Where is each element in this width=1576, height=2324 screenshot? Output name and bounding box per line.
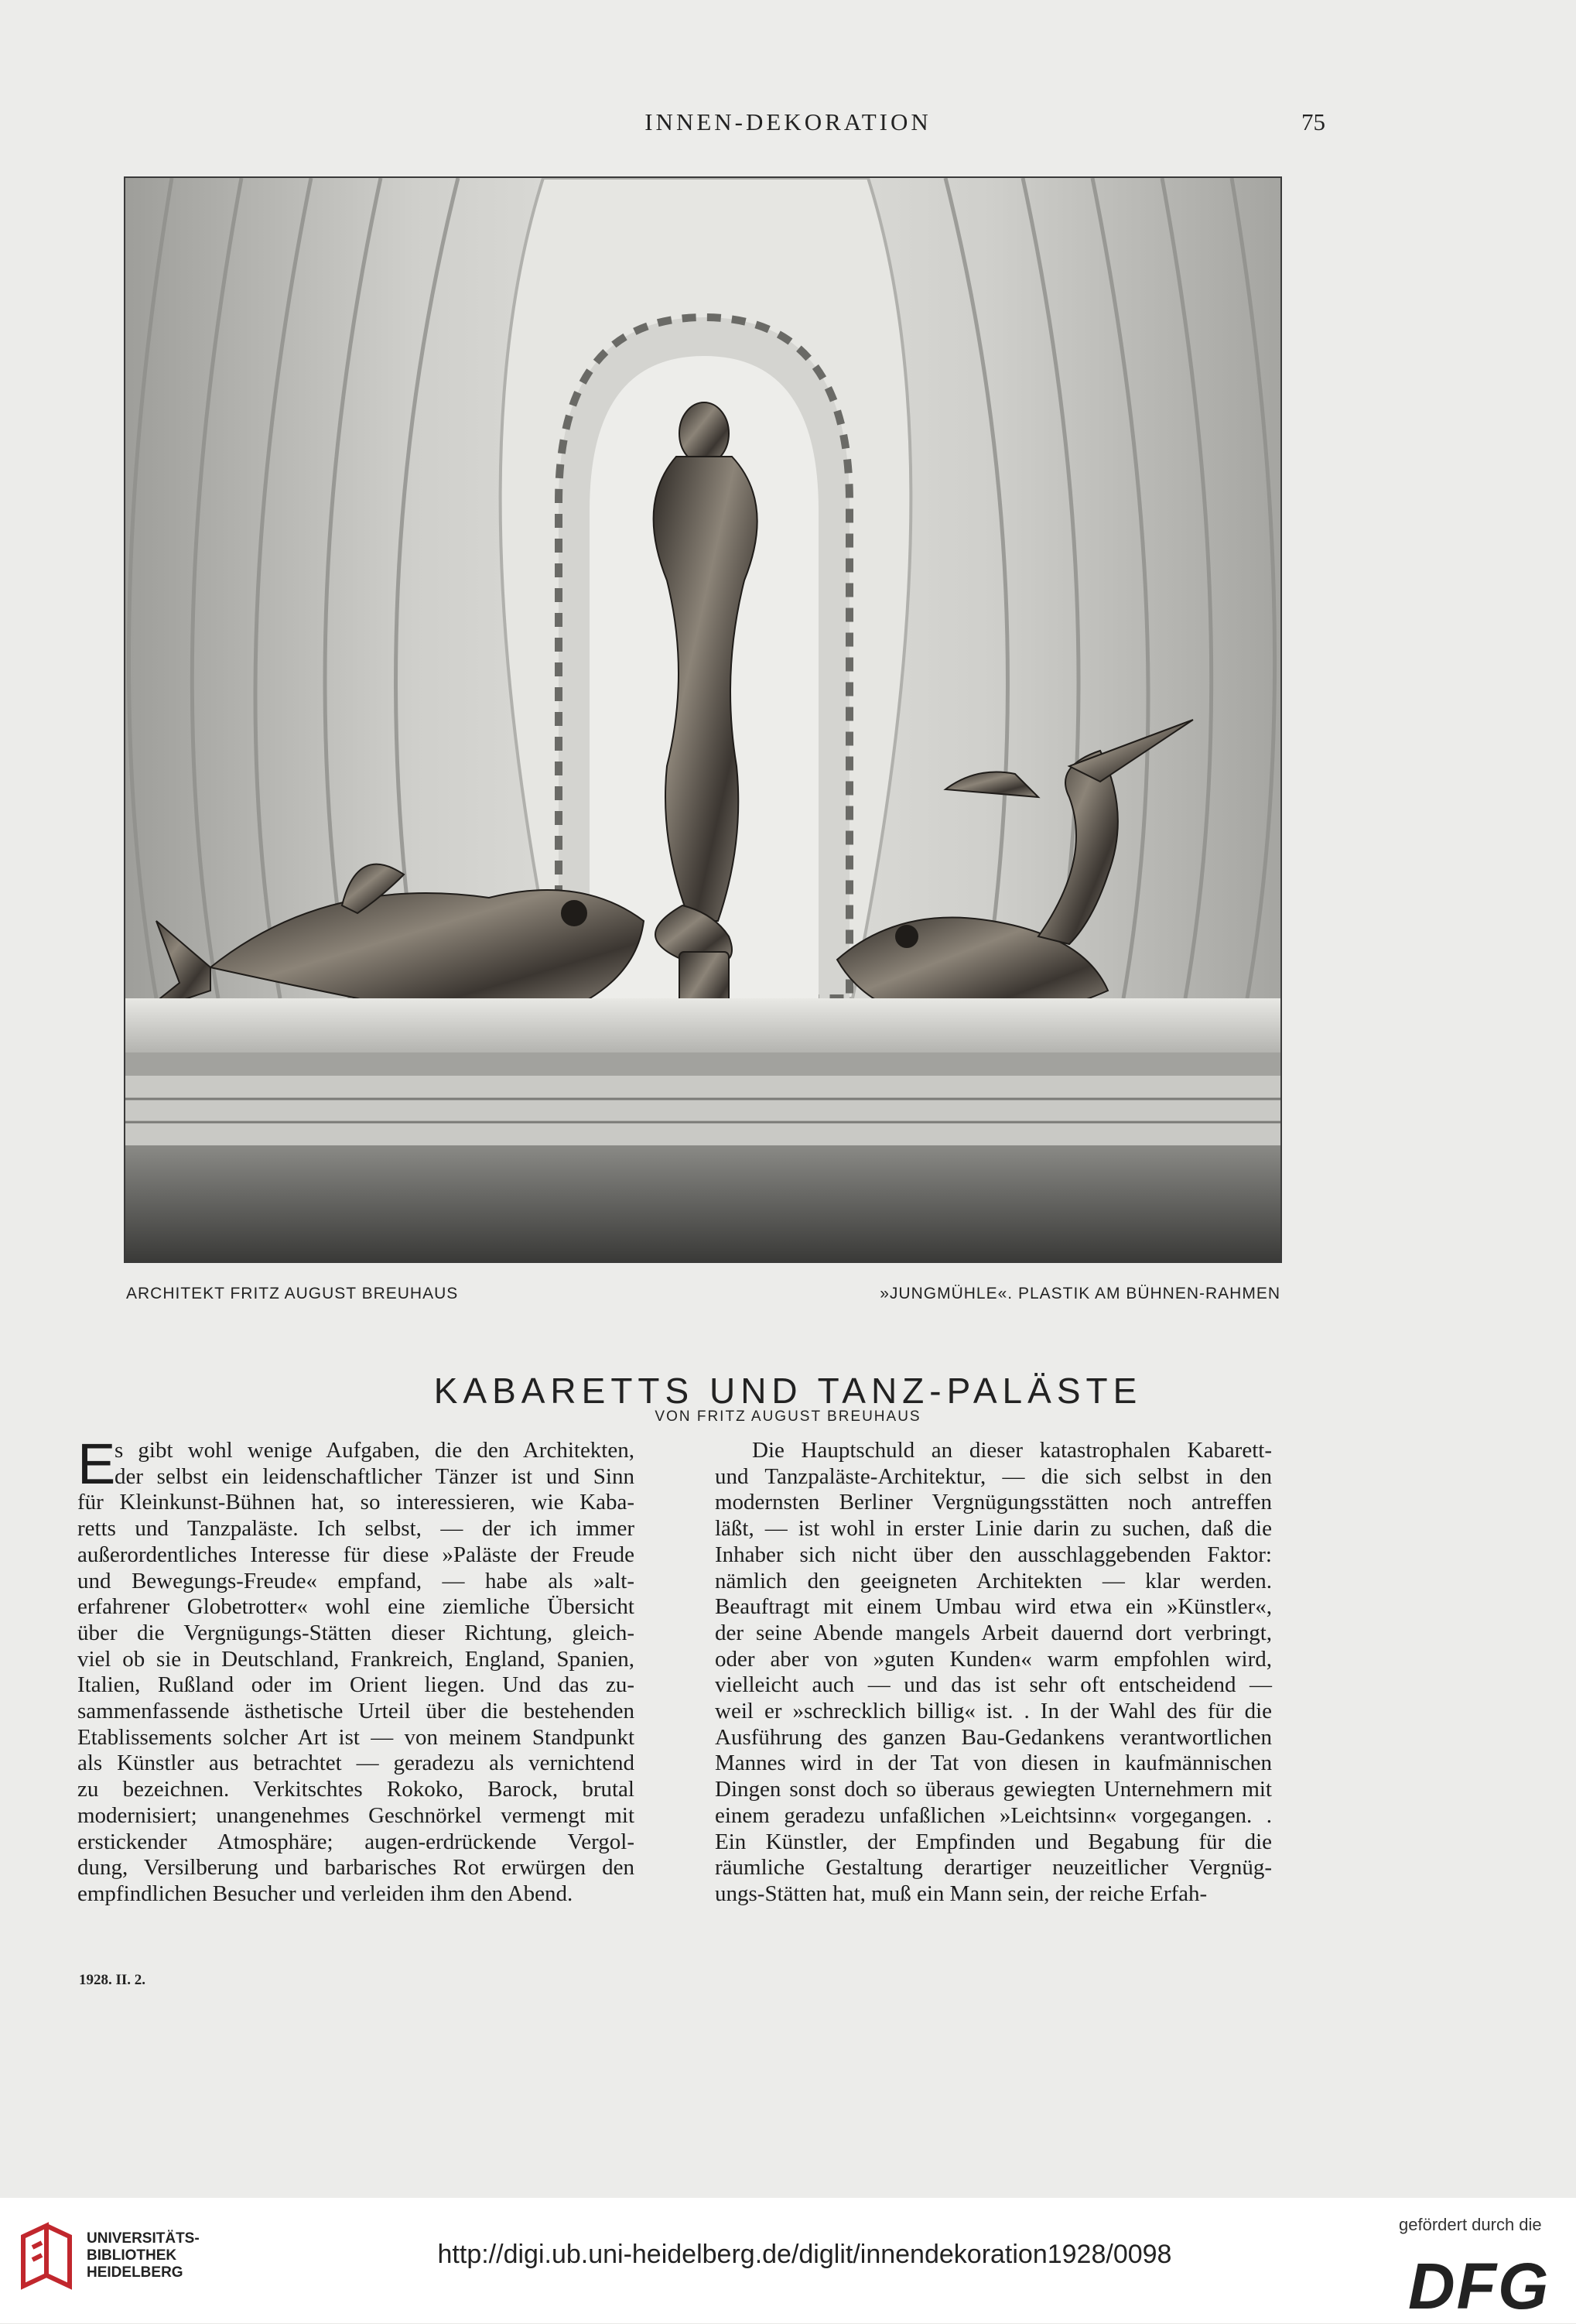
paragraph-line: oder aber von »guten Kunden« warm empfohlen wird, <box>715 1646 1272 1672</box>
paragraph-line: einem geradezu unfaßlichen »Leichtsinn« vorgegangen. . <box>715 1802 1272 1828</box>
university-library-name: UNIVERSITÄTS- BIBLIOTHEK HEIDELBERG <box>87 2230 200 2281</box>
paragraph-line: der seine Abende mangels Arbeit dauernd dort verbringt, <box>715 1620 1272 1645</box>
paragraph-line: Dingen sonst doch so überaus gewiegten Unternehmern mit <box>715 1777 1272 1802</box>
paragraph-line: modernisiert; unangenehmes Geschnörkel vermengt mit <box>77 1802 634 1828</box>
page-number: 75 <box>1301 108 1325 135</box>
paragraph-line: Etablissements solcher Art ist — von meinem Standpunkt <box>77 1724 634 1750</box>
paragraph-line: als Künstler aus betrachtet — geradezu als vernichtend <box>77 1751 634 1776</box>
paragraph-line: erstickender Atmosphäre; augen-erdrückende Vergol- <box>77 1829 634 1854</box>
source-url-link[interactable]: http://digi.ub.uni-heidelberg.de/diglit/innendekoration1928/0098 <box>437 2240 1172 2269</box>
running-head: INNEN-DEKORATION <box>644 108 932 135</box>
paragraph-line: Mannes wird in der Tat von diesen in kaufmännischen <box>715 1751 1272 1776</box>
photograph-sculpture-niche <box>124 176 1282 1263</box>
text-column-right <box>715 1438 1272 1908</box>
paragraph-line: Beauftragt mit einem Umbau wird etwa ein »Künstler«, <box>715 1594 1272 1620</box>
paragraph-line: ungs-Stätten hat, muß ein Mann sein, der reiche Erfah- <box>715 1881 1208 1906</box>
paragraph-line: räumliche Gestaltung derartiger neuzeitlicher Vergnüg- <box>715 1855 1272 1881</box>
paragraph-line: Die Hauptschuld an dieser katastrophalen Kabarett- <box>752 1438 1272 1463</box>
paragraph-line: modernsten Berliner Vergnügungsstätten noch antreffen <box>715 1490 1272 1515</box>
paragraph-line: dung, Versilberung und barbarisches Rot erwürgen den <box>77 1855 634 1881</box>
article-byline: VON FRITZ AUGUST BREUHAUS <box>655 1408 921 1425</box>
paragraph-line: läßt, — ist wohl in erster Linie darin zu suchen, daß die <box>715 1516 1272 1542</box>
photo-caption-architect: ARCHITEKT FRITZ AUGUST BREUHAUS <box>126 1285 459 1302</box>
paragraph-line: empfindlichen Besucher und verleiden ihm den Abend. <box>77 1881 573 1906</box>
text-column-left <box>77 1432 634 1908</box>
paragraph-line: weil er »schrecklich billig« ist. . In der Wahl des für die <box>715 1699 1272 1724</box>
funding-caption: gefördert durch die <box>1399 2215 1542 2234</box>
paragraph-line: außerordentliches Interesse für diese »Paläste der Freude <box>77 1542 634 1567</box>
paragraph-line: der selbst ein leidenschaftlicher Tänzer ist und Sinn <box>115 1463 634 1489</box>
paragraph-line: Italien, Rußland oder im Orient liegen. Und das zu- <box>77 1672 634 1698</box>
paragraph-line: nämlich den geeigneten Architekten — klar werden. <box>715 1568 1272 1593</box>
paragraph-line: E s gibt wohl wenige Aufgaben, die den Architekten, <box>77 1432 634 1496</box>
paragraph-line: retts und Tanzpaläste. Ich selbst, — der ich immer <box>77 1516 634 1542</box>
paragraph-line: sammenfassende ästhetische Urteil über die bestehenden <box>77 1699 634 1724</box>
dfg-logo: DFG <box>1408 2250 1550 2322</box>
paragraph-line: zu bezeichnen. Verkitschtes Rokoko, Barock, brutal <box>77 1777 634 1802</box>
paragraph-line: für Kleinkunst-Bühnen hat, so interessieren, wie Kaba- <box>77 1490 634 1515</box>
paragraph-line: über die Vergnügungs-Stätten dieser Richtung, gleich- <box>77 1620 634 1645</box>
paragraph-line: Inhaber sich nicht über den ausschlaggebenden Faktor: <box>715 1542 1272 1567</box>
paragraph-line: erfahrener Globetrotter« wohl eine ziemliche Übersicht <box>77 1594 634 1620</box>
drop-cap: E <box>77 1432 116 1496</box>
photo-caption-title: »JUNGMÜHLE«. PLASTIK AM BÜHNEN-RAHMEN <box>880 1285 1280 1302</box>
paragraph-line: und Bewegungs-Freude« empfand, — habe als »alt- <box>77 1568 634 1593</box>
article-title: KABARETTS UND TANZ-PALÄSTE <box>433 1371 1143 1411</box>
viewer-footer <box>0 2198 1576 2323</box>
paragraph-line: Ausführung des ganzen Bau-Gedankens verantwortlichen <box>715 1724 1272 1750</box>
signature-mark: 1928. II. 2. <box>79 1972 146 1988</box>
paragraph-line: Ein Künstler, der Empfinden und Begabung für die <box>715 1829 1272 1854</box>
paragraph-line: viel ob sie in Deutschland, Frankreich, England, Spanien, <box>77 1646 634 1672</box>
paragraph-line: vielleicht auch — und das ist sehr oft entscheidend — <box>715 1672 1272 1698</box>
paragraph-line: und Tanzpaläste-Architektur, — die sich selbst in den <box>715 1463 1272 1489</box>
university-library-logo-icon <box>14 2221 79 2299</box>
